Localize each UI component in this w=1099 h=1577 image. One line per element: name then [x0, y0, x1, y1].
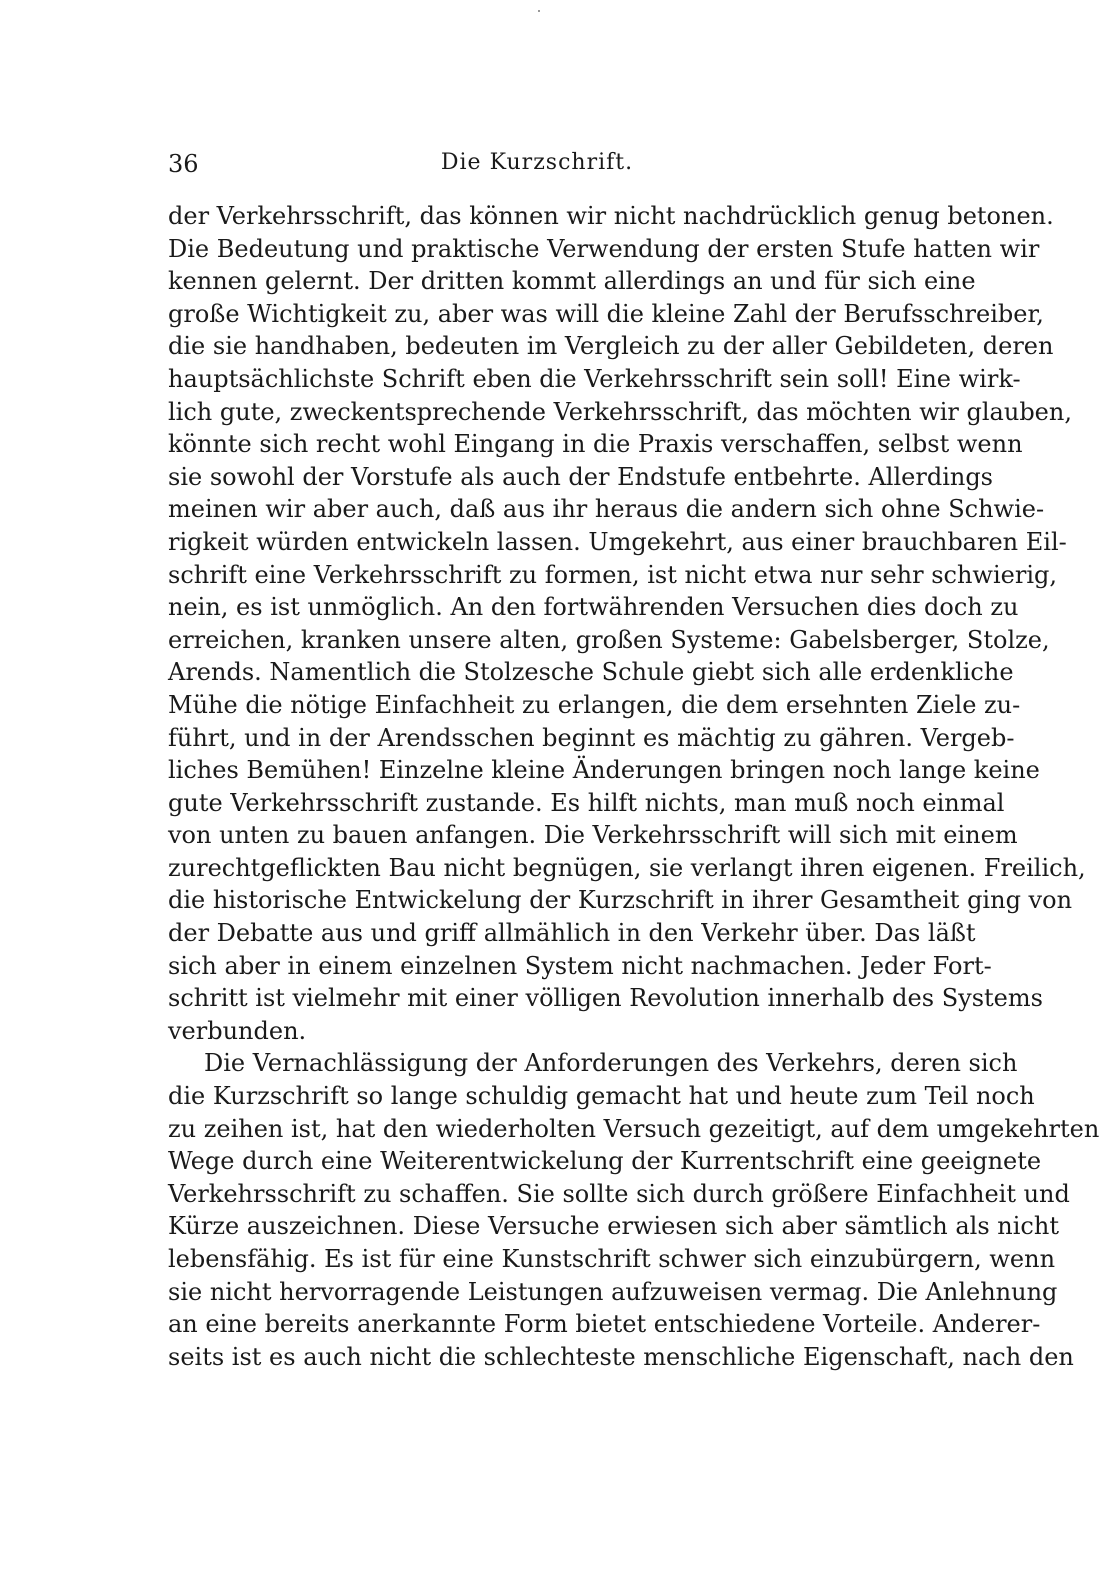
body-text	[168, 200, 1099, 1373]
text-line: sie nicht hervorragende Leistungen aufzuweisen vermag. Die Anlehnung	[168, 1277, 1058, 1306]
text-line: Wege durch eine Weiterentwickelung der Kurrentschrift eine geeignete	[168, 1147, 1042, 1176]
text-line: schritt ist vielmehr mit einer völligen Revolution innerhalb des Systems	[168, 984, 1043, 1013]
text-line: sie sowohl der Vorstufe als auch der Endstufe entbehrte. Allerdings	[168, 462, 993, 491]
text-line: könnte sich recht wohl Eingang in die Praxis verschaffen, selbst wenn	[168, 430, 1023, 459]
text-line: Arends. Namentlich die Stolzesche Schule giebt sich alle erdenkliche	[168, 658, 1014, 687]
text-line: verbunden.	[168, 1016, 307, 1045]
text-line: gute Verkehrsschrift zustande. Es hilft nichts, man muß noch einmal	[168, 788, 1005, 817]
paragraph	[168, 1047, 1099, 1373]
running-title: Die Kurzschrift.	[440, 150, 634, 175]
text-line: meinen wir aber auch, daß aus ihr heraus die andern sich ohne Schwie-	[168, 495, 1045, 524]
text-line: der Verkehrsschrift, das können wir nicht nachdrücklich genug betonen.	[168, 202, 1054, 230]
text-line: nein, es ist unmöglich. An den fortwährenden Versuchen dies doch zu	[168, 593, 1019, 622]
text-line: lebensfähig. Es ist für eine Kunstschrift schwer sich einzubürgern, wenn	[168, 1245, 1056, 1273]
text-line: Verkehrsschrift zu schaffen. Sie sollte sich durch größere Einfachheit und	[168, 1179, 1070, 1208]
text-line: Kürze auszeichnen. Diese Versuche erwiesen sich aber sämtlich als nicht	[168, 1212, 1059, 1241]
text-line: kennen gelernt. Der dritten kommt allerdings an und für sich eine	[168, 267, 976, 296]
text-line: die Kurzschrift so lange schuldig gemacht hat und heute zum Teil noch	[168, 1082, 1035, 1111]
text-line: erreichen, kranken unsere alten, großen Systeme: Gabelsberger, Stolze,	[168, 625, 1050, 654]
text-line: große Wichtigkeit zu, aber was will die kleine Zahl der Berufsschreiber,	[168, 299, 1044, 328]
text-line: seits ist es auch nicht die schlechteste menschliche Eigenschaft, nach den	[168, 1342, 1074, 1371]
text-line: schrift eine Verkehrsschrift zu formen, ist nicht etwa nur sehr schwierig,	[168, 560, 1057, 589]
paragraph-container	[168, 200, 1099, 1373]
text-line: sich aber in einem einzelnen System nicht nachmachen. Jeder Fort-	[168, 951, 992, 980]
text-line: die sie handhaben, bedeuten im Vergleich zu der aller Gebildeten, deren	[168, 332, 1054, 361]
text-line: an eine bereits anerkannte Form bietet entschiedene Vorteile. Anderer-	[168, 1310, 1041, 1339]
text-line: lich gute, zweckentsprechende Verkehrsschrift, das möchten wir glauben,	[168, 397, 1072, 426]
text-line: liches Bemühen! Einzelne kleine Änderungen bringen noch lange keine	[168, 756, 1040, 785]
text-line: von unten zu bauen anfangen. Die Verkehrsschrift will sich mit einem	[168, 821, 1018, 850]
text-line: zurechtgeflickten Bau nicht begnügen, sie verlangt ihren eigenen. Freilich,	[168, 853, 1086, 882]
text-line: der Debatte aus und griff allmählich in den Verkehr über. Das läßt	[168, 919, 976, 948]
page-header	[168, 150, 906, 190]
page-number: 36	[168, 150, 199, 178]
text-line: Die Bedeutung und praktische Verwendung der ersten Stufe hatten wir	[168, 234, 1040, 263]
text-line: hauptsächlichste Schrift eben die Verkehrsschrift sein soll! Eine wirk-	[168, 364, 1021, 393]
scan-speck	[538, 10, 540, 12]
text-line: die historische Entwickelung der Kurzschrift in ihrer Gesamtheit ging von	[168, 886, 1073, 915]
paragraph	[168, 200, 1086, 1047]
text-line: zu zeihen ist, hat den wiederholten Versuch gezeitigt, auf dem umgekehrten	[168, 1114, 1099, 1143]
text-line: rigkeit würden entwickeln lassen. Umgekehrt, aus einer brauchbaren Eil-	[168, 527, 1067, 556]
text-line: führt, und in der Arendsschen beginnt es mächtig zu gähren. Vergeb-	[168, 723, 1015, 752]
text-line: Mühe die nötige Einfachheit zu erlangen, die dem ersehnten Ziele zu-	[168, 690, 1021, 719]
text-line: Die Vernachlässigung der Anforderungen des Verkehrs, deren sich	[204, 1049, 1018, 1078]
